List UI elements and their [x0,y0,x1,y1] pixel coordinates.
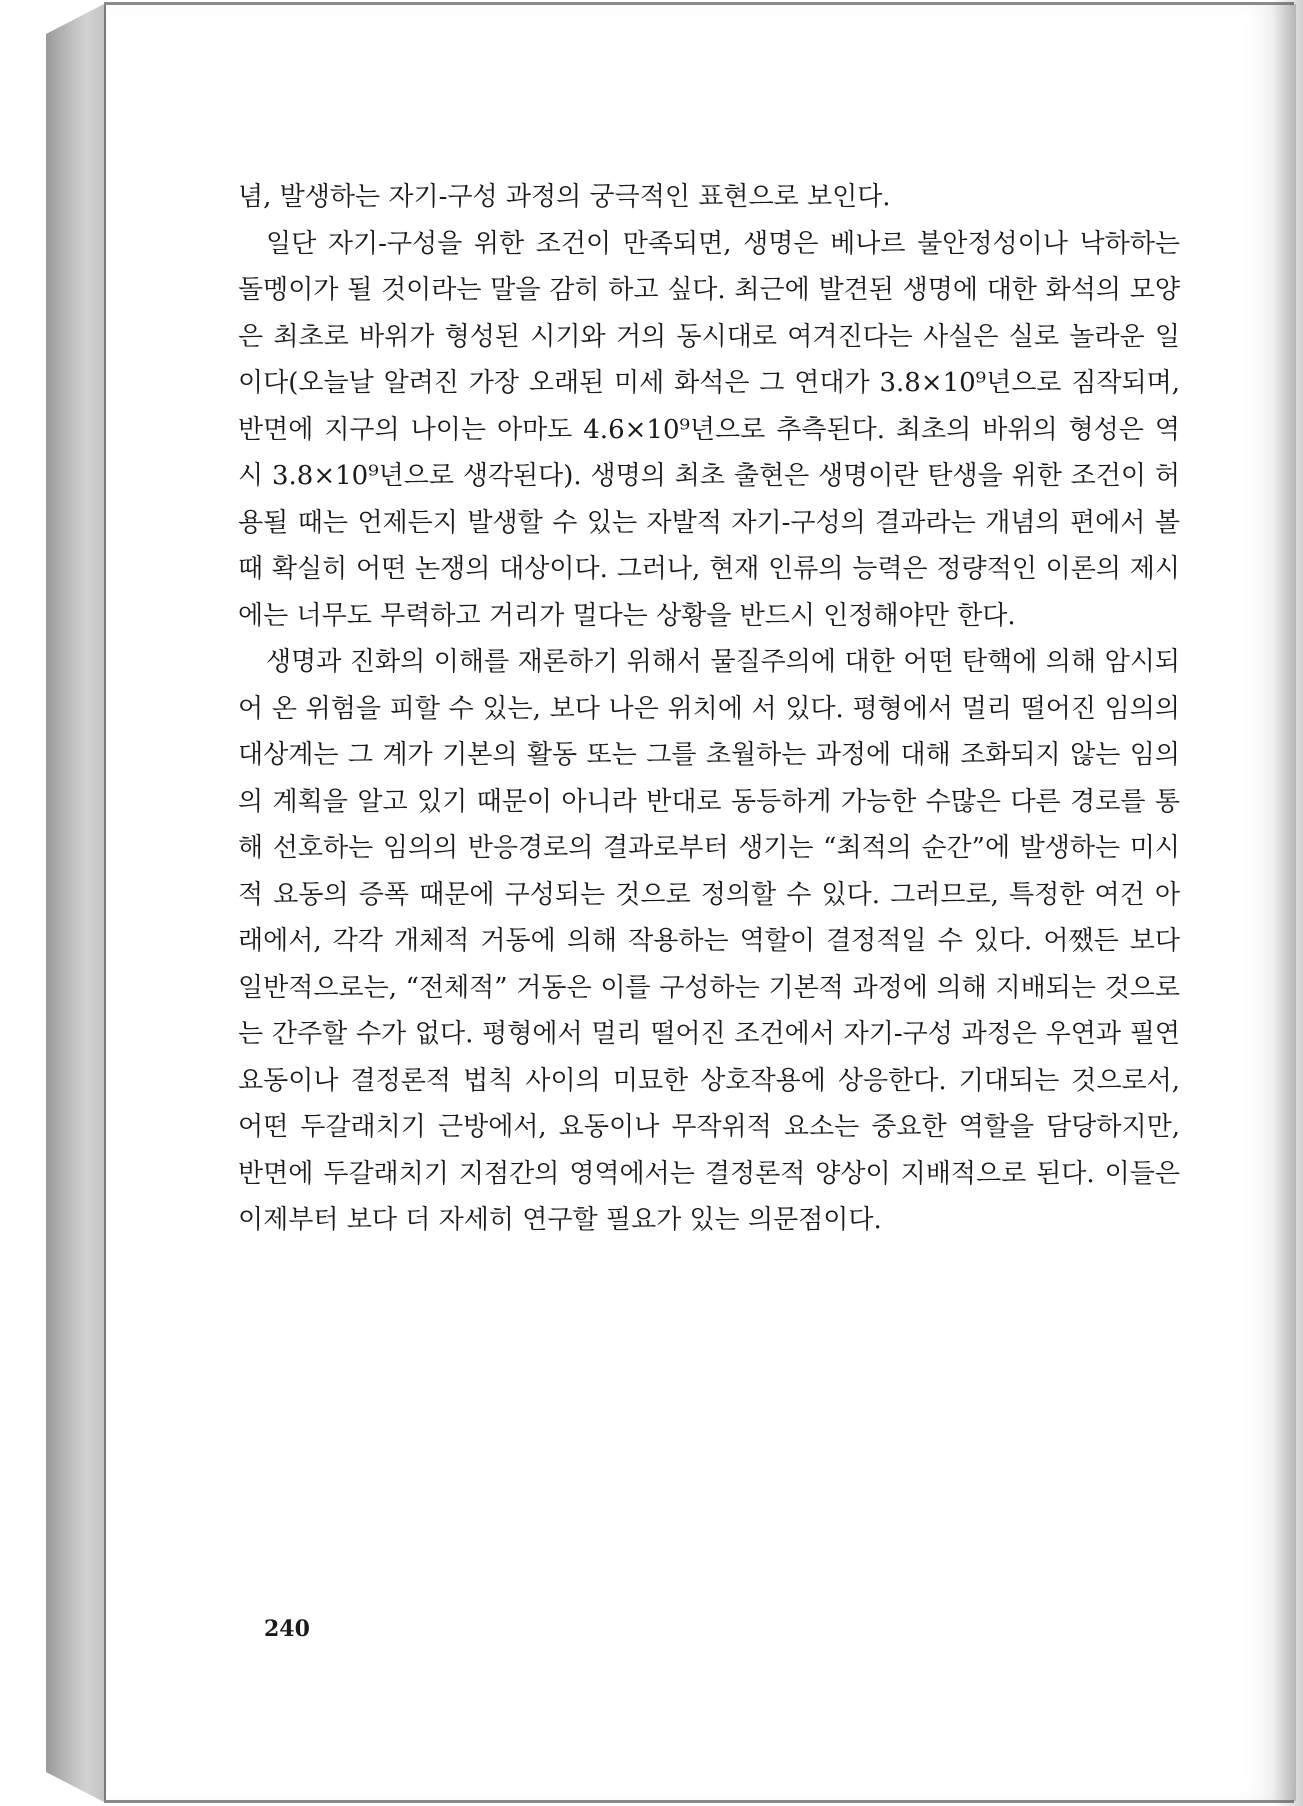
paragraph-1: 념, 발생하는 자기-구성 과정의 궁극적인 표현으로 보인다. [238,182,891,212]
paragraph-3: 생명과 진화의 이해를 재론하기 위해서 물질주의에 대한 어떤 탄핵에 의해 암시되어 온 위험을 피할 수 있는, 보다 나은 위치에 서 있다. 평형에서 멀리 떨어진 임의의 대상계는 그 계가 기본의 활동 또는 그를 초월하는 과정에 대해 조화되지 않는 임의의 계획을 알고 있기 때문이 아니라 반대로 동등하게 가능한 수많은 다른 경로를 통해 선호하는 임의의 반응경로의 결과로부터 생기는 “최적의 순간”에 발생하는 미시적 요동의 증폭 때문에 구성되는 것으로 정의할 수 있다. 그러므로, 특정한 여건 아래에서, 각각 개체적 거동에 의해 작용하는 역할이 결정적일 수 있다. 어쨌든 보다 일반적으로는, “전체적” 거동은 이를 구성하는 기본적 과정에 의해 지배되는 것으로는 간주할 수가 없다. 평형에서 멀리 떨어진 조건에서 자기-구성 과정은 우연과 필연 요동이나 결정론적 법칙 사이의 미묘한 상호작용에 상응한다. 기대되는 것으로서, 어떤 두갈래치기 근방에서, 요동이나 무작위적 요소는 중요한 역할을 담당하지만, 반면에 두갈래치기 지점간의 영역에서는 결정론적 양상이 지배적으로 된다. 이들은 이제부터 보다 더 자세히 연구할 필요가 있는 의문점이다. [238,647,1180,1235]
page-right-shadow [1273,0,1303,1806]
paragraph-2: 일단 자기-구성을 위한 조건이 만족되면, 생명은 베나르 불안정성이나 낙하하는 돌멩이가 될 것이라는 말을 감히 하고 싶다. 최근에 발견된 생명에 대한 화석의 모양은 최초로 바위가 형성된 시기와 거의 동시대로 여겨진다는 사실은 실로 놀라운 일이다(오늘날 알려진 가장 오래된 미세 화석은 그 연대가 3.8×10⁹년으로 짐작되며, 반면에 지구의 나이는 아마도 4.6×10⁹년으로 추측된다. 최초의 바위의 형성은 역시 3.8×10⁹년으로 생각된다). 생명의 최초 출현은 생명이란 탄생을 위한 조건이 허용될 때는 언제든지 발생할 수 있는 자발적 자기-구성의 결과라는 개념의 편에서 볼 때 확실히 어떤 논쟁의 대상이다. 그러나, 현재 인류의 능력은 정량적인 이론의 제시에는 너무도 무력하고 거리가 멀다는 상황을 반드시 인정해야만 한다. [238,228,1180,631]
body-text [238,174,1180,1244]
book-spine [46,4,104,1802]
page-top-edge [104,2,1294,5]
page-bottom-edge [104,1800,1294,1803]
page-number: 240 [264,1616,310,1642]
